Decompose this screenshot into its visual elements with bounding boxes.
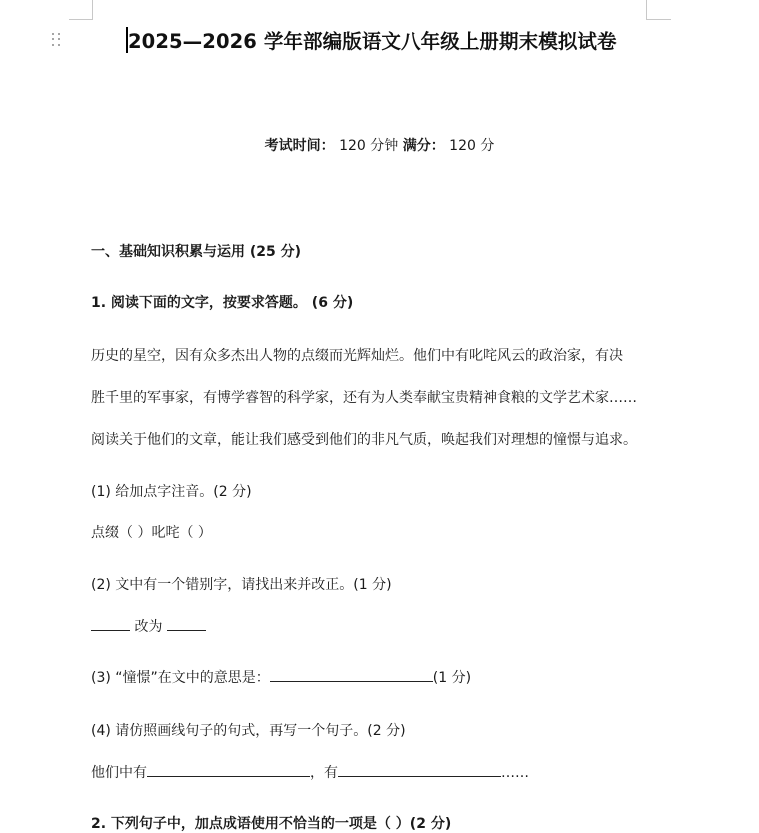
answer-middle: ，有 [310, 765, 338, 781]
sub-question-3-prompt: (3) “憧憬”在文中的意思是： [91, 670, 270, 686]
sub-question-2: (2) 文中有一个错别字，请找出来并改正。(1 分) [91, 577, 392, 593]
sub-question-1-answer: 点缀（ ）叱咤（ ） [91, 525, 212, 541]
document-title: 2025—2026 学年部编版语文八年级上册期末模拟试卷 [128, 30, 617, 53]
answer-prefix: 他们中有 [91, 765, 147, 781]
answer-ellipsis: …… [501, 765, 529, 781]
sub-question-4: (4) 请仿照画线句子的句式，再写一个句子。(2 分) [91, 723, 406, 739]
full-score-label: 满分： [402, 138, 445, 154]
page-corner-mark-left [69, 0, 93, 20]
answer-blank[interactable] [147, 764, 310, 777]
sub-question-4-answer [91, 762, 529, 782]
exam-time-label: 考试时间： [264, 138, 335, 154]
answer-blank[interactable] [91, 618, 130, 631]
passage-line-3: 阅读关于他们的文章，能让我们感受到他们的非凡气质，唤起我们对理想的憧憬与追求。 [91, 432, 637, 448]
sub-question-3-score: (1 分) [432, 670, 472, 686]
sub-question-1: (1) 给加点字注音。(2 分) [91, 484, 252, 500]
section-heading: 一、基础知识积累与运用 (25 分) [91, 244, 302, 260]
sub-question-2-answer [91, 616, 206, 636]
question-2-heading: 2. 下列句子中，加点成语使用不恰当的一项是（ ）(2 分) [91, 816, 452, 832]
sub-question-3 [91, 667, 471, 687]
question-1-heading: 1. 阅读下面的文字，按要求答题。 (6 分) [91, 295, 354, 311]
answer-blank[interactable] [270, 669, 433, 682]
drag-handle-icon[interactable] [52, 33, 62, 47]
answer-blank[interactable] [167, 618, 206, 631]
passage-line-1: 历史的星空，因有众多杰出人物的点缀而光辉灿烂。他们中有叱咤风云的政治家，有决 [91, 348, 623, 364]
exam-time-value: 120 分钟 [339, 138, 399, 154]
full-score-value: 120 分 [449, 138, 495, 154]
page-corner-mark-right [646, 0, 671, 20]
change-to-label: 改为 [134, 619, 163, 635]
exam-info [0, 135, 759, 155]
passage-line-2: 胜千里的军事家，有博学睿智的科学家，还有为人类奉献宝贵精神食粮的文学艺术家…… [91, 390, 637, 406]
answer-blank[interactable] [338, 764, 501, 777]
